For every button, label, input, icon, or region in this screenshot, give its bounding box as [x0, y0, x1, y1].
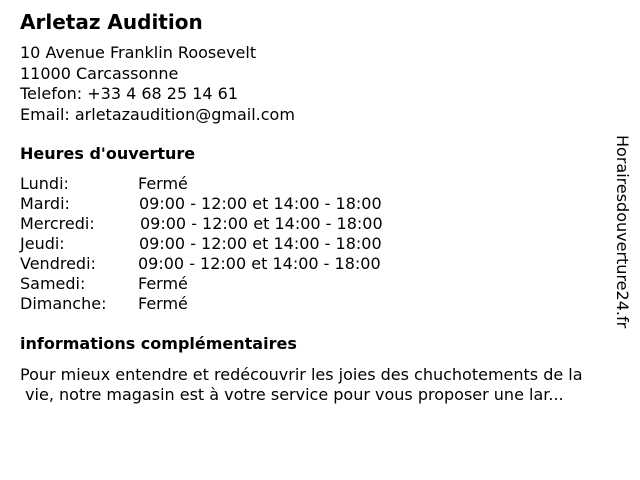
hours-time: Fermé [138, 174, 188, 193]
hours-time: 09:00 - 12:00 et 14:00 - 18:00 [139, 234, 382, 253]
hours-time: Fermé [138, 274, 188, 293]
opening-hours-heading: Heures d'ouverture [20, 144, 196, 163]
address-line-city: 11000 Carcassonne [20, 63, 179, 83]
business-name: Arletaz Audition [20, 10, 203, 34]
hours-day: Dimanche: [20, 294, 107, 313]
hours-day: Mercredi: [20, 214, 95, 233]
hours-day: Samedi: [20, 274, 86, 293]
hours-time: 09:00 - 12:00 et 14:00 - 18:00 [140, 214, 383, 233]
additional-info-text [20, 365, 632, 405]
hours-time: 09:00 - 12:00 et 14:00 - 18:00 [139, 194, 382, 213]
hours-day: Mardi: [20, 194, 70, 213]
site-watermark: Horairesdouverture24.fr [613, 135, 632, 329]
address-line-street: 10 Avenue Franklin Roosevelt [20, 43, 257, 62]
phone-text: Telefon: +33 4 68 25 14 61 [20, 84, 239, 103]
hours-day: Jeudi: [20, 234, 65, 253]
additional-info-heading: informations complémentaires [20, 334, 297, 353]
description-line: vie, notre magasin est à votre service pour vous proposer une lar... [20, 385, 564, 404]
hours-time: 09:00 - 12:00 et 14:00 - 18:00 [138, 254, 381, 273]
email-text: Email: arletazaudition@gmail.com [20, 104, 295, 124]
description-line: Pour mieux entendre et redécouvrir les joies des chuchotements de la [20, 365, 583, 384]
hours-day: Vendredi: [20, 254, 96, 273]
hours-time: Fermé [138, 294, 188, 313]
hours-day: Lundi: [20, 174, 69, 193]
contact-block [20, 43, 295, 125]
